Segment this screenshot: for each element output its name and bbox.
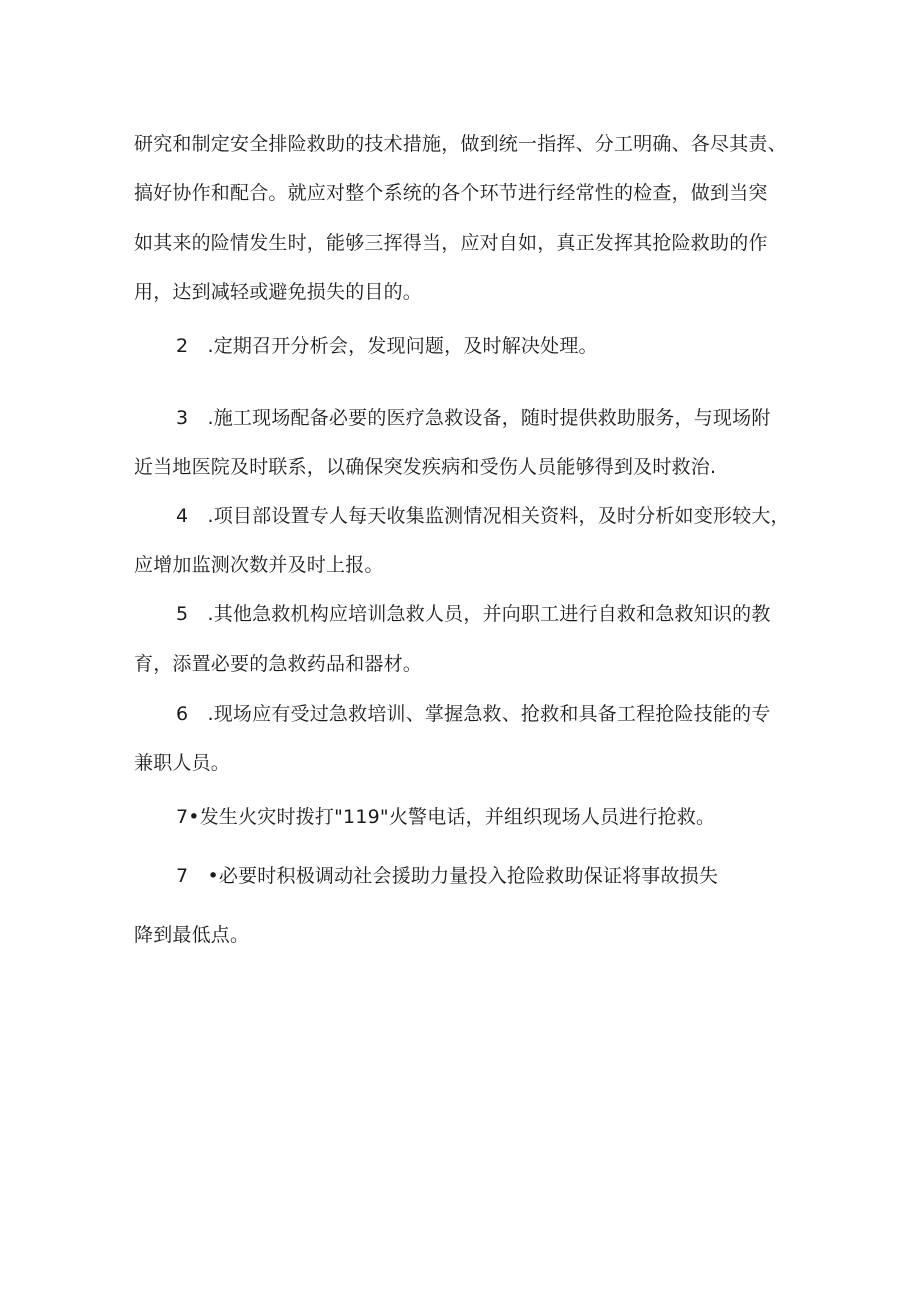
item-3-line-1: 3 .施工现场配备必要的医疗急救设备，随时提供救助服务，与现场附 xyxy=(176,407,771,429)
item-7b-line-1: 7 •必要时积极调动社会援助力量投入抢险救助保证将事故损失 xyxy=(176,865,719,887)
item-6-line-2: 兼职人员。 xyxy=(134,752,231,774)
item-2-line-1: 2 .定期召开分析会，发现问题，及时解决处理。 xyxy=(176,335,598,357)
intro-line-2: 搞好协作和配合。就应对整个系统的各个环节进行经常性的检查，做到当突 xyxy=(134,182,768,204)
item-7a-line-1: 7•发生火灾时拨打"119"火警电话，并组织现场人员进行抢救。 xyxy=(176,806,716,828)
item-6-line-1: 6 .现场应有受过急救培训、掌握急救、抢救和具备工程抢险技能的专 xyxy=(176,703,771,725)
item-5-line-2: 育，添置必要的急救药品和器材。 xyxy=(134,653,423,675)
item-5-line-1: 5 .其他急救机构应培训急救人员，并向职工进行自救和急救知识的教 xyxy=(176,603,771,625)
item-4-line-2: 应增加监测次数并及时上报。 xyxy=(134,554,384,576)
item-7b-line-2: 降到最低点。 xyxy=(134,924,250,946)
item-3-line-2: 近当地医院及时联系，以确保突发疾病和受伤人员能够得到及时救治. xyxy=(134,456,717,478)
intro-line-1: 研究和制定安全排险救助的技术措施，做到统一指挥、分工明确、各尽其责、 xyxy=(134,133,787,155)
intro-line-3: 如其来的险情发生时，能够三挥得当，应对自如，真正发挥其抢险救助的作 xyxy=(134,232,768,254)
intro-line-4: 用，达到减轻或避免损失的目的。 xyxy=(134,281,423,303)
item-4-line-1: 4 .项目部设置专人每天收集监测情况相关资料，及时分析如变形较大， xyxy=(176,505,790,527)
